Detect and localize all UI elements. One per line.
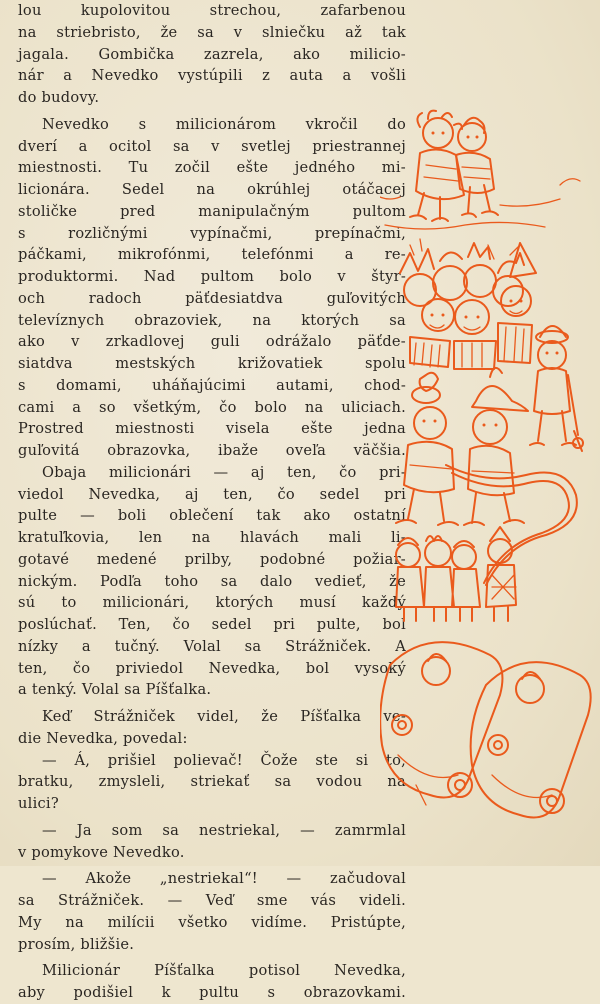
text-line: kratuľkovia, len na hlavách mali li- bbox=[18, 529, 406, 546]
text-line: a tenký. Volal sa Píšťalka. bbox=[18, 681, 212, 699]
text-line: ulici? bbox=[18, 795, 59, 812]
illustration-drawing bbox=[380, 105, 596, 855]
children-pair-top bbox=[380, 111, 580, 229]
text-line: Keď Strážniček videl, že Píšťalka ve- bbox=[42, 708, 406, 725]
text-line: Obaja milicionári — aj ten, čo pri- bbox=[42, 463, 406, 481]
policeman-figure bbox=[530, 326, 583, 451]
text-line: v pomykove Nevedko. bbox=[18, 843, 185, 861]
text-line: páčkami, mikrofónmi, telefónmi a re- bbox=[18, 246, 406, 264]
text-line: — Akože „nestriekal“! — začudoval bbox=[42, 870, 406, 888]
text-line: jagala. Gombička zazrela, ako milicio- bbox=[18, 45, 406, 63]
text-line: s rozličnými vypínačmi, prepínačmi, bbox=[18, 224, 406, 242]
toy-cars bbox=[380, 642, 590, 817]
text-line: — Ja som sa nestriekal, — zamrmlal bbox=[42, 821, 406, 839]
text-line: My na milícii všetko vidíme. Pristúpte, bbox=[18, 913, 406, 931]
text-line: na striebristo, že sa v slniečku až tak bbox=[18, 23, 406, 41]
text-line: Nevedko s milicionárom vkročil do bbox=[42, 115, 406, 133]
text-line: aby podišiel k pultu s obrazovkami. bbox=[18, 984, 406, 1001]
text-line: ten, čo priviedol Nevedka, bol vysoký bbox=[18, 659, 406, 677]
body-text-column bbox=[18, 0, 406, 1004]
text-line: prosím, bližšie. bbox=[18, 935, 135, 953]
text-line: ako v zrkadlovej guli odrážalo päťde- bbox=[18, 333, 406, 351]
text-line: nízky a tučný. Volal sa Strážniček. A bbox=[18, 637, 406, 655]
text-line: siatdva mestských križovatiek spolu bbox=[18, 355, 406, 372]
text-line: stoličke pred manipulačným pultom bbox=[18, 202, 406, 220]
text-line: — Á, prišiel polievač! Čože ste si to, bbox=[42, 751, 406, 769]
text-line: Milicionár Píšťalka potisol Nevedka, bbox=[42, 962, 406, 980]
policemen-with-hose bbox=[396, 368, 577, 585]
text-line: cami a so všetkým, čo bolo na uliciach. bbox=[18, 398, 406, 416]
text-line: gotavé medené prilby, podobné požiar- bbox=[18, 550, 406, 568]
text-line: nickým. Podľa toho sa dalo vedieť, že bbox=[18, 572, 406, 590]
text-line: televíznych obrazoviek, na ktorých sa bbox=[18, 311, 406, 329]
text-line: do budovy. bbox=[18, 89, 100, 106]
text-line: bratku, zmysleli, striekať sa vodou na bbox=[18, 773, 406, 791]
text-line: miestnosti. Tu zočil ešte jedného mi- bbox=[18, 159, 406, 177]
text-line: guľovitá obrazovka, ibaže oveľa väčšia. bbox=[18, 442, 406, 459]
children-and-policemen-illustration bbox=[380, 105, 596, 855]
children-crowd bbox=[400, 239, 536, 369]
text-line: sú to milicionári, ktorých musí každý bbox=[18, 594, 406, 612]
text-line: s domami, uháňajúcimi autami, chod- bbox=[18, 376, 406, 394]
text-line: licionára. Sedel na okrúhlej otáčacej bbox=[18, 181, 406, 198]
text-line: nár a Nevedko vystúpili z auta a vošli bbox=[18, 67, 406, 85]
text-line: dverí a ocitol sa v svetlej priestrannej bbox=[18, 137, 406, 155]
text-line: lou kupolovitou strechou, zafarbenou bbox=[18, 2, 406, 19]
text-line: produktormi. Nad pultom bolo v štyr- bbox=[18, 268, 406, 285]
text-line: och radoch päťdesiatdva guľovitých bbox=[18, 289, 406, 307]
text-line: sa Strážniček. — Veď sme vás videli. bbox=[18, 892, 406, 909]
small-kids-group bbox=[396, 527, 516, 621]
text-line: die Nevedka, povedal: bbox=[18, 729, 188, 747]
text-line: viedol Nevedka, aj ten, čo sedel pri bbox=[18, 485, 406, 503]
text-line: pulte — boli oblečení tak ako ostatní bbox=[18, 507, 406, 525]
text-line: poslúchať. Ten, čo sedel pri pulte, bol bbox=[18, 616, 406, 633]
text-line: Prostred miestnosti visela ešte jedna bbox=[18, 420, 406, 438]
